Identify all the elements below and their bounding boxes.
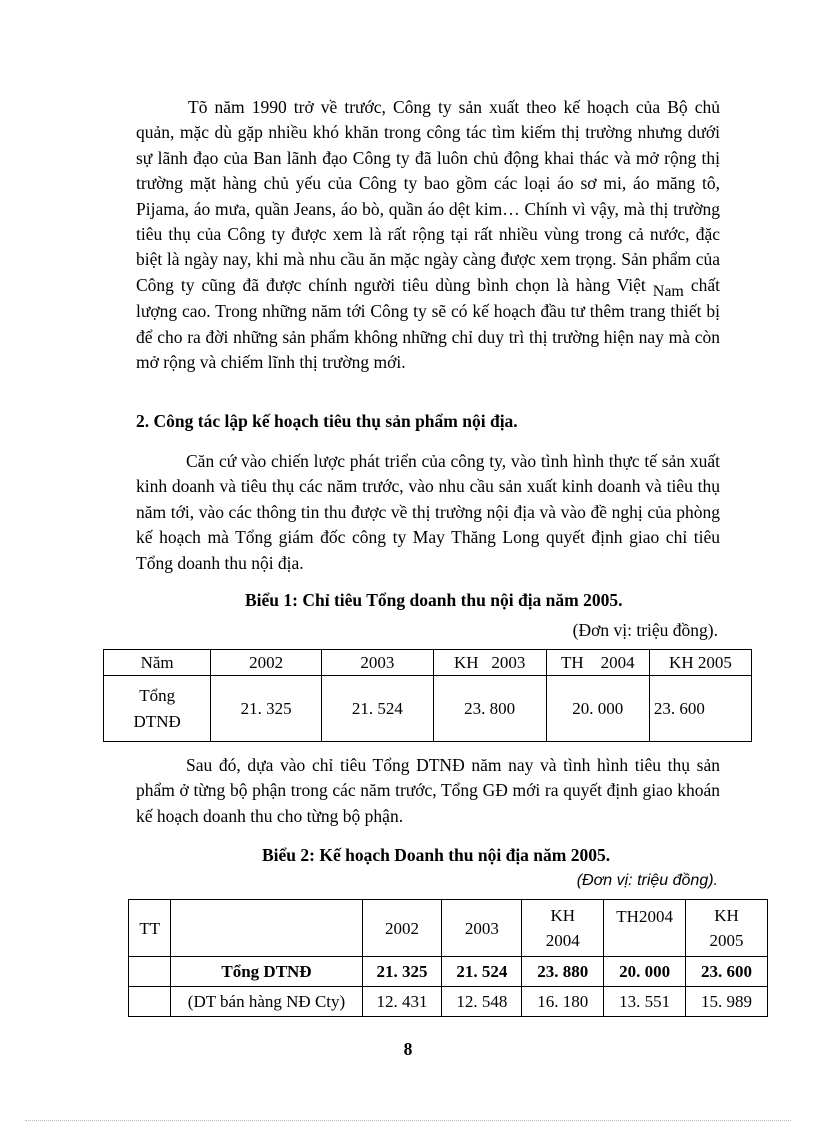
table-row-label: (DT bán hàng NĐ Cty) [171,987,362,1017]
table-domestic-revenue-plan [128,899,768,1017]
page-bottom-rule [25,1120,791,1121]
table-row [129,957,768,987]
table-row-label: Tổng DTNĐ [104,676,211,742]
table-cell: 13. 551 [604,987,686,1017]
table-cell: 23. 600 [686,957,768,987]
page-number: 8 [403,1039,413,1059]
table-cell: 23. 600 [649,676,751,742]
table-cell: 21. 325 [211,676,322,742]
table1-caption: Biểu 1: Chỉ tiêu Tổng doanh thu nội địa năm 2005. [245,590,623,610]
table-header-cell: TH 2004 [546,650,649,676]
table-header-cell [171,900,362,957]
paragraph-text-end: chất lượng cao. Trong những năm tới Công ty sẽ có kế hoạch đầu tư thêm trang thiết bị để cho ra đời những sản phẩm không những chỉ duy trì thị trường hiện nay mà còn mở rộng và chiếm lĩnh thị trường mới. [136,274,721,373]
table-row [104,676,752,742]
paragraph-allocation [136,753,720,829]
table-header-cell: 2003 [322,650,434,676]
table-header-cell: KH 2005 [686,900,768,957]
table-cell [129,957,171,987]
table-cell: 12. 431 [362,987,442,1017]
subscript-text: Nam [652,282,684,300]
table-header-cell: TH2004 [604,900,686,957]
table-cell: 21. 524 [322,676,434,742]
table-cell: 20. 000 [546,676,649,742]
paragraph-text: Căn cứ vào chiến lược phát triển của công ty, vào tình hình thực tế sản xuất kinh doanh và tiêu thụ các năm trước, vào nhu cầu sản xuất kinh doanh và tiêu thụ năm tới, vào các thông tin thu được về thị trường nội địa và vào đề nghị của phòng kế hoạch mà Tổng giám đốc công ty May Thăng Long quyết định giao chỉ tiêu Tổng doanh thu nội địa. [136,451,720,573]
table-row-label: Tổng DTNĐ [171,957,362,987]
table-header-cell: 2003 [442,900,522,957]
table-header-cell: TT [129,900,171,957]
table-cell: 15. 989 [686,987,768,1017]
table-cell: 20. 000 [604,957,686,987]
table2-unit: (Đơn vị: triệu đồng). [576,872,718,889]
table-header-cell: KH 2005 [649,650,751,676]
table-cell: 21. 325 [362,957,442,987]
table1-unit: (Đơn vị: triệu đồng). [572,620,718,640]
table-header-cell: Năm [104,650,211,676]
table-cell: 23. 880 [522,957,604,987]
table-cell: 16. 180 [522,987,604,1017]
table-cell: 12. 548 [442,987,522,1017]
table2-caption: Biểu 2: Kế hoạch Doanh thu nội địa năm 2005. [262,845,611,865]
table-header-cell: 2002 [362,900,442,957]
paragraph-planning-basis [136,449,720,576]
table-header-cell: 2002 [211,650,322,676]
table-cell: 21. 524 [442,957,522,987]
paragraph-text: Sau đó, dựa vào chỉ tiêu Tổng DTNĐ năm nay và tình hình tiêu thụ sản phẩm ở từng bộ phận trong các năm trước, Tổng GĐ mới ra quyết định giao khoán kế hoạch doanh thu cho từng bộ phận. [136,755,720,826]
table-header-row [104,650,752,676]
section-heading: 2. Công tác lập kế hoạch tiêu thụ sản phẩm nội địa. [136,411,518,431]
table-domestic-revenue-target [103,649,752,742]
paragraph-market-history [136,95,720,375]
table-row [129,987,768,1017]
table-cell [129,987,171,1017]
table-cell: 23. 800 [433,676,546,742]
table-header-cell: KH 2003 [433,650,546,676]
paragraph-text: Tõ năm 1990 trở về trước, Công ty sản xuất theo kế hoạch của Bộ chủ quản, mặc dù gặp nhiều khó khăn trong công tác tìm kiếm thị trường nhưng dưới sự lãnh đạo của Ban lãnh đạo Công ty đã luôn chủ động khai thác và mở rộng thị trường mặt hàng chủ yếu của Công ty bao gồm các loại áo sơ mi, áo măng tô, Pijama, áo mưa, quần Jeans, áo bò, quần áo dệt kim… Chính vì vậy, mà thị trường tiêu thụ của Công ty được xem là rất rộng tại rất nhiều vùng trong cả nước, đặc biệt là ngày nay, khi mà nhu cầu ăn mặc ngày càng được xem trọng. Sản phẩm của Công ty cũng đã được chính người tiêu dùng bình chọn là hàng Việt [136,97,720,295]
table-header-cell: KH 2004 [522,900,604,957]
table-header-row [129,900,768,957]
